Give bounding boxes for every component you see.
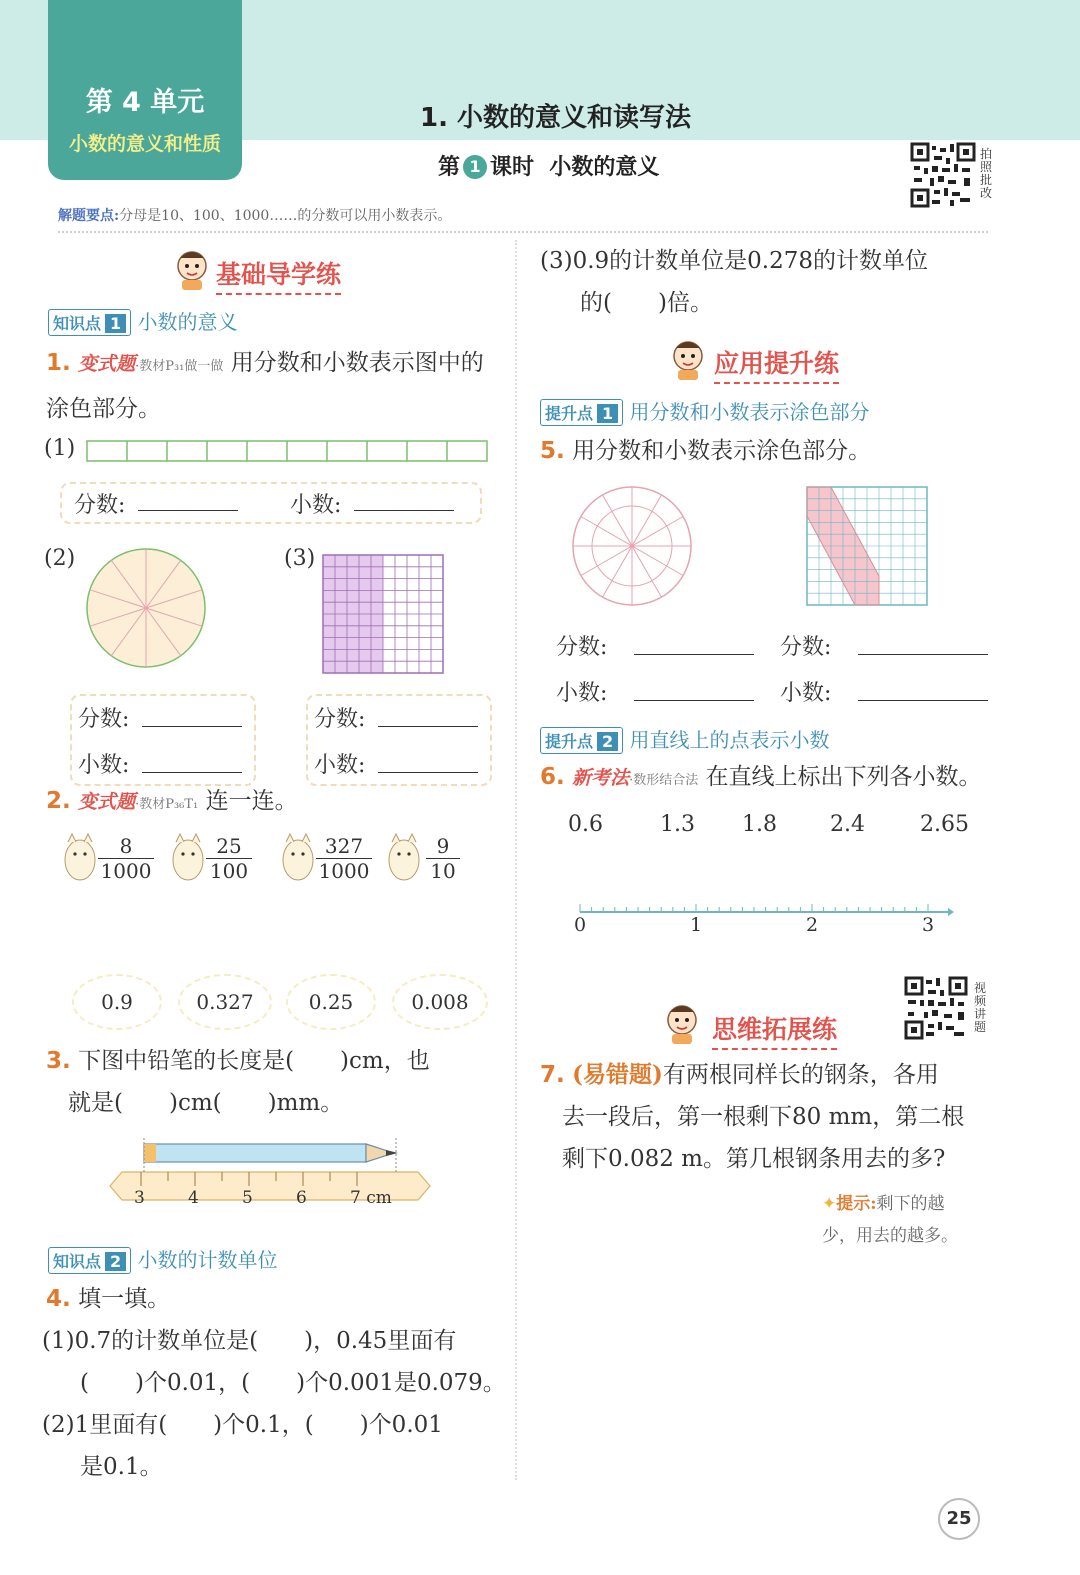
up1-title: 用分数和小数表示涂色部分	[629, 400, 870, 424]
q3-number: 3.	[46, 1048, 71, 1074]
q7-line1: 有两根同样长的钢条，各用	[662, 1062, 939, 1088]
boy-mascot-icon	[668, 338, 708, 382]
axis-label-1: 1	[690, 914, 703, 936]
q1-badge: 变式题	[78, 353, 136, 375]
fraction-327-1000: $\frac{327}{1000}$	[316, 834, 372, 883]
decimal-label: 小数:	[78, 753, 130, 778]
qr-top-label: 拍照批改	[980, 147, 993, 200]
upgrade-point-1	[540, 396, 870, 426]
value-1-3: 1.3	[660, 812, 695, 837]
axis-label-2: 2	[806, 914, 819, 936]
page-number: 25	[938, 1498, 980, 1540]
decimal-label: 小数:	[290, 493, 342, 518]
kp1-tag: 知识点 1	[48, 309, 131, 336]
decimal-blank[interactable]	[858, 700, 988, 701]
q2-number: 2.	[46, 788, 71, 814]
question-4	[42, 1278, 506, 1488]
value-2-65: 2.65	[920, 812, 969, 837]
q4-line1: (1)0.7的计数单位是( )，0.45里面有	[42, 1328, 457, 1354]
q4-line2: ( )个0.01，( )个0.001是0.079。	[80, 1370, 506, 1396]
q7-hint	[822, 1188, 982, 1252]
fraction-25-100: $\frac{25}{100}$	[206, 834, 252, 883]
fraction-card-3[interactable]	[280, 826, 380, 886]
section-think: 思维拓展练	[712, 1010, 837, 1050]
value-2-4: 2.4	[830, 812, 865, 837]
ruler-label-7cm: 7 cm	[350, 1188, 392, 1208]
q2-badge: 变式题	[78, 791, 136, 813]
q5-text: 用分数和小数表示涂色部分。	[572, 438, 872, 464]
fraction-label: 分数:	[314, 707, 366, 732]
section-basic: 基础导学练	[216, 255, 341, 295]
tip-label: 解题要点:	[58, 208, 120, 224]
hint-line2: 少，用去的越多。	[822, 1226, 958, 1246]
grid-diagram	[322, 554, 444, 674]
axis-label-0: 0	[574, 914, 587, 936]
ruler-label-5: 5	[242, 1188, 253, 1208]
fraction-card-1[interactable]	[62, 826, 162, 886]
q4-line4: 是0.1。	[80, 1454, 163, 1480]
q7-line3: 剩下0.082 m。第几根钢条用去的多?	[562, 1146, 946, 1172]
knowledge-point-2	[48, 1244, 278, 1274]
unit-label: 第 4 单元	[85, 87, 205, 118]
question-2	[46, 780, 298, 826]
fraction-label: 分数:	[780, 635, 832, 660]
section-apply: 应用提升练	[714, 344, 839, 384]
fraction-blank[interactable]	[378, 726, 478, 727]
period-prefix: 第	[438, 155, 461, 180]
q1-text: 用分数和小数表示图中的涂色部分。	[46, 350, 484, 422]
question-7	[540, 1054, 1000, 1180]
fraction-9-10: $\frac{9}{10}$	[426, 834, 460, 883]
decimal-label: 小数:	[556, 681, 608, 706]
decimal-bubble-4[interactable]: 0.008	[392, 974, 488, 1030]
decimal-bubble-1[interactable]: 0.9	[72, 974, 162, 1030]
cat-icon	[280, 830, 316, 884]
qr-code-icon[interactable]	[910, 142, 976, 208]
fraction-card-4[interactable]	[386, 826, 486, 886]
solving-tip	[58, 205, 988, 233]
unit-tab	[48, 0, 242, 180]
q1-source: ·教材P₃₁做一做	[135, 359, 224, 374]
q7-line2: 去一段后，第一根剩下80 mm，第二根	[562, 1104, 965, 1130]
value-1-8: 1.8	[742, 812, 777, 837]
q6-badge: 新考法	[572, 767, 630, 789]
decimal-blank[interactable]	[378, 772, 478, 773]
question-5	[540, 430, 871, 472]
up2-tag: 提升点 2	[540, 727, 623, 754]
q3-line1: 下图中铅笔的长度是( )cm，也	[78, 1048, 430, 1074]
up1-tag: 提升点 1	[540, 399, 623, 426]
kp2-title: 小数的计数单位	[137, 1248, 278, 1272]
q4-number: 4.	[46, 1286, 71, 1312]
cat-icon	[170, 830, 206, 884]
decimal-label: 小数:	[780, 681, 832, 706]
up2-title: 用直线上的点表示小数	[629, 728, 830, 752]
question-6	[540, 756, 982, 802]
question-1	[46, 342, 506, 430]
q4-line3: (2)1里面有( )个0.1，( )个0.01	[42, 1412, 443, 1438]
period-name: 小数的意义	[549, 155, 660, 180]
qr-code-icon[interactable]	[904, 976, 968, 1040]
decimal-bubble-2[interactable]: 0.327	[178, 974, 272, 1030]
q1-number: 1.	[46, 350, 71, 376]
unit-subtitle: 小数的意义和性质	[68, 133, 221, 155]
q3-line2: 就是( )cm( )mm。	[68, 1090, 344, 1116]
fraction-blank[interactable]	[142, 726, 242, 727]
q2-source: ·教材P₃₆T₁	[135, 797, 199, 812]
tip-text: 分母是10、100、1000……的分数可以用小数表示。	[119, 208, 452, 224]
fraction-blank[interactable]	[138, 510, 238, 511]
number-line[interactable]	[570, 900, 954, 922]
q1-answer-box-2	[70, 694, 256, 786]
q1-answer-box-3	[306, 694, 492, 786]
period-suffix: 课时	[490, 155, 535, 180]
kp1-title: 小数的意义	[137, 310, 238, 334]
value-0-6: 0.6	[568, 812, 603, 837]
circle-twelfths-diagram	[570, 484, 694, 608]
q2-text: 连一连。	[205, 788, 298, 814]
fraction-blank[interactable]	[858, 654, 988, 655]
ruler-label-4: 4	[188, 1188, 199, 1208]
strip-diagram	[86, 440, 488, 462]
q1-part1-label: (1)	[44, 436, 76, 461]
q7-number: 7.	[540, 1062, 565, 1088]
question-3	[46, 1040, 506, 1124]
lesson-title: 1. 小数的意义和读写法	[420, 103, 692, 133]
q6-number: 6.	[540, 764, 565, 790]
lightbulb-icon: ✦	[822, 1194, 837, 1214]
q6-text: 在直线上标出下列各小数。	[705, 764, 982, 790]
hint-line1: 剩下的越	[876, 1194, 945, 1214]
qr-bottom-label: 视频讲题	[974, 981, 987, 1034]
ruler-label-3: 3	[134, 1188, 145, 1208]
column-divider	[515, 240, 517, 1480]
q4-line5: (3)0.9的计数单位是0.278的计数单位	[540, 248, 929, 274]
upgrade-point-2	[540, 724, 830, 754]
decimal-blank[interactable]	[142, 772, 242, 773]
fraction-label: 分数:	[74, 493, 126, 518]
decimal-blank[interactable]	[354, 510, 454, 511]
q1-part2-label: (2)	[44, 546, 76, 571]
decimal-bubble-3[interactable]: 0.25	[286, 974, 376, 1030]
grid-parallelogram-diagram	[806, 486, 928, 606]
fraction-card-2[interactable]	[170, 826, 270, 886]
question-4-part3	[540, 240, 1000, 324]
decimal-label: 小数:	[314, 753, 366, 778]
q4-text: 填一填。	[78, 1286, 171, 1312]
hint-label: 提示:	[836, 1194, 877, 1214]
kp2-tag: 知识点 2	[48, 1247, 131, 1274]
boy-mascot-icon	[172, 248, 212, 292]
q4-line6: 的( )倍。	[580, 290, 713, 316]
q7-badge: (易错题)	[572, 1061, 663, 1088]
fraction-label: 分数:	[556, 635, 608, 660]
circle-diagram	[84, 546, 208, 670]
q6-source: ·数形结合法	[629, 773, 699, 788]
q5-number: 5.	[540, 438, 565, 464]
ruler-label-6: 6	[296, 1188, 307, 1208]
period-title	[438, 150, 659, 181]
q1-part3-label: (3)	[284, 546, 316, 571]
cat-icon	[386, 830, 422, 884]
knowledge-point-1	[48, 306, 238, 336]
fraction-label: 分数:	[78, 707, 130, 732]
boy-mascot-icon	[662, 1002, 702, 1046]
decimal-blank[interactable]	[634, 700, 754, 701]
fraction-blank[interactable]	[634, 654, 754, 655]
axis-label-3: 3	[922, 914, 935, 936]
cat-icon	[62, 830, 98, 884]
q1-answer-box-1	[60, 482, 482, 524]
period-number: 1	[463, 155, 487, 179]
fraction-8-1000: $\frac{8}{1000}$	[98, 834, 154, 883]
